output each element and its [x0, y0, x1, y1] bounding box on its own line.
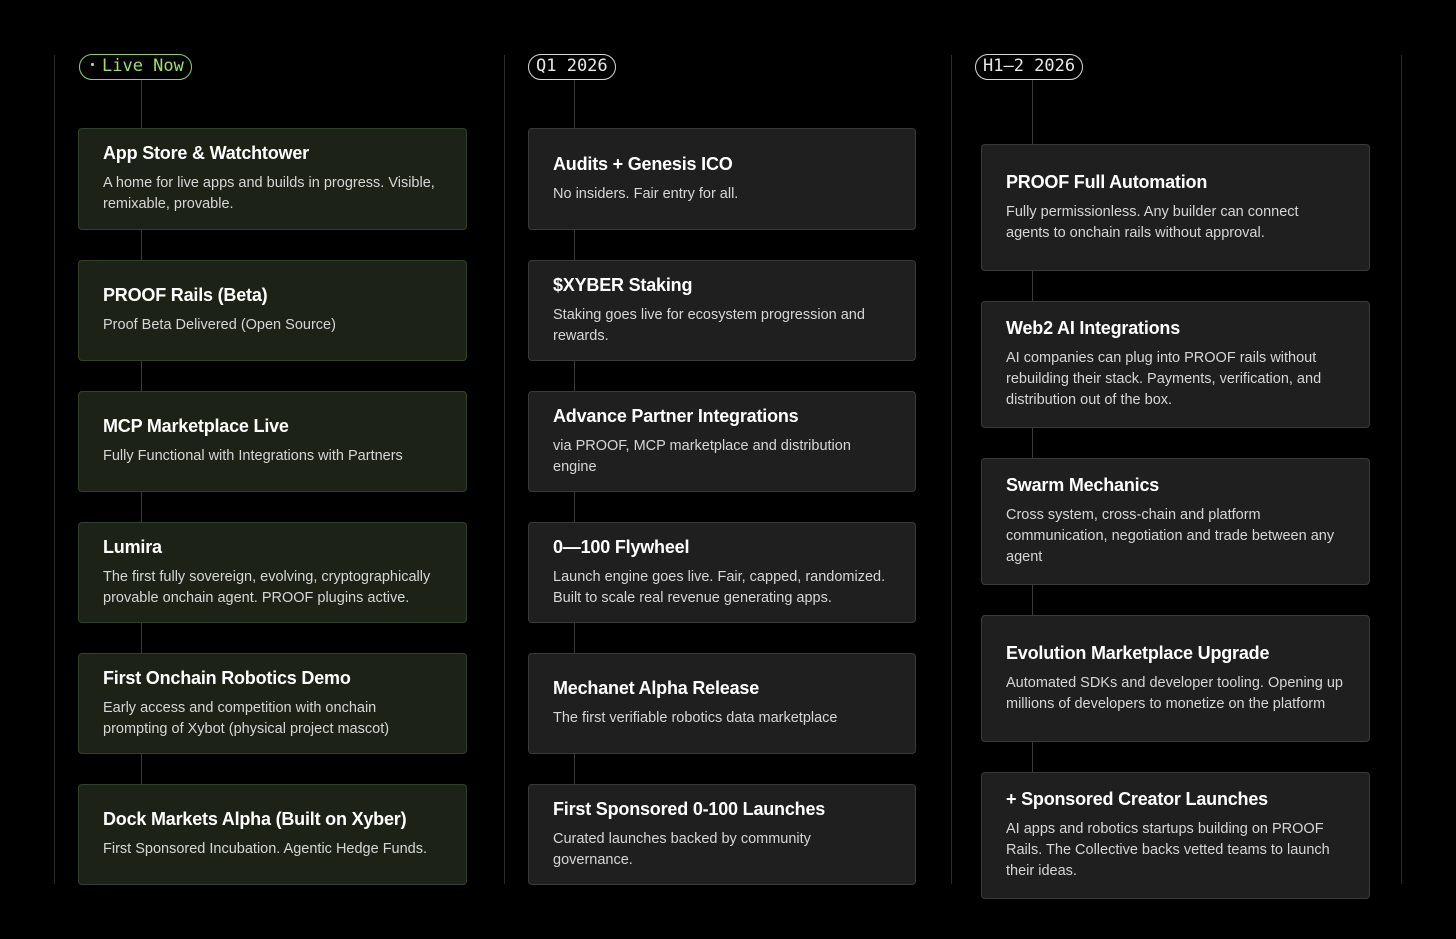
card-description: The first verifiable robotics data marketplace [553, 710, 838, 726]
card-title: + Sponsored Creator Launches [1006, 789, 1268, 809]
card-title: First Sponsored 0-100 Launches [553, 798, 826, 819]
column-divider [951, 55, 952, 884]
card-title: Swarm Mechanics [1006, 475, 1160, 495]
roadmap-card [528, 128, 916, 230]
timeline-connector [141, 492, 142, 522]
roadmap-card [981, 144, 1370, 271]
card-title: Audits + Genesis ICO [553, 153, 733, 174]
column-divider [1401, 55, 1402, 884]
roadmap-card [981, 772, 1370, 899]
card-description: Fully Functional with Integrations with Partners [103, 448, 403, 464]
timeline-connector [141, 80, 142, 128]
card-description: The first fully sovereign, evolving, cryptographically provable onchain agent. PROOF plugins active. [103, 568, 431, 606]
phase-badge-live-now [79, 54, 192, 80]
card-description: Curated launches backed by community governance. [553, 830, 811, 868]
card-title: Mechanet Alpha Release [553, 678, 760, 698]
card-title: Lumira [103, 536, 162, 557]
timeline-connector [574, 754, 575, 784]
roadmap-card [78, 260, 467, 361]
roadmap-card [528, 784, 916, 885]
timeline-connector [1032, 742, 1033, 772]
card-title: Web2 AI Integrations [1006, 318, 1181, 338]
roadmap-card [981, 615, 1370, 742]
roadmap-card [78, 391, 467, 492]
timeline-connector [1032, 271, 1033, 301]
roadmap-card [981, 458, 1370, 585]
card-description: via PROOF, MCP marketplace and distribution engine [553, 437, 851, 475]
roadmap-card [78, 653, 467, 754]
phase-badge-q1-2026 [528, 54, 616, 80]
timeline-connector [1032, 428, 1033, 458]
card-description: Fully permissionless. Any builder can connect agents to onchain rails without approval. [1006, 203, 1299, 241]
roadmap-card [528, 522, 916, 623]
timeline-connector [141, 361, 142, 391]
roadmap-card [528, 653, 916, 754]
card-description: Launch engine goes live. Fair, capped, randomized. Built to scale real revenue generating apps. [553, 568, 886, 606]
card-title: PROOF Full Automation [1006, 171, 1208, 192]
roadmap-card [78, 784, 467, 885]
timeline-connector [141, 754, 142, 784]
card-title: $XYBER Staking [553, 274, 693, 295]
phase-label: Live Now [102, 56, 184, 76]
card-description: First Sponsored Incubation. Agentic Hedge Funds. [103, 841, 428, 857]
timeline-connector [574, 80, 575, 128]
card-description: Early access and competition with onchain prompting of Xybot (physical project mascot) [103, 699, 390, 737]
phase-label: H1—2 2026 [983, 56, 1076, 76]
card-title: PROOF Rails (Beta) [103, 285, 268, 305]
column-divider [504, 55, 505, 884]
timeline-connector [574, 623, 575, 653]
card-title: 0—100 Flywheel [553, 536, 690, 557]
roadmap-card [78, 128, 467, 230]
roadmap-card [78, 522, 467, 623]
phase-badge-h1-2-2026 [975, 54, 1083, 80]
timeline-connector [574, 361, 575, 391]
roadmap-card [528, 391, 916, 492]
roadmap-card [528, 260, 916, 361]
timeline-connector [574, 492, 575, 522]
card-title: Evolution Marketplace Upgrade [1006, 642, 1270, 663]
card-title: First Onchain Robotics Demo [103, 667, 351, 688]
card-title: Advance Partner Integrations [553, 405, 799, 426]
card-description: No insiders. Fair entry for all. [553, 185, 739, 202]
card-description: AI companies can plug into PROOF rails without rebuilding their stack. Payments, verification, and distribution out of the box. [1006, 350, 1322, 408]
card-description: A home for live apps and builds in progress. Visible, remixable, provable. [103, 175, 435, 212]
roadmap-card [981, 301, 1370, 428]
card-title: App Store & Watchtower [103, 143, 309, 163]
card-title: MCP Marketplace Live [103, 416, 289, 436]
card-description: Staking goes live for ecosystem progression and rewards. [553, 306, 865, 344]
timeline-connector [1032, 80, 1033, 144]
timeline-connector [141, 623, 142, 653]
timeline-connector [1032, 585, 1033, 615]
card-description: AI apps and robotics startups building on PROOF Rails. The Collective backs vetted teams to launch their ideas. [1006, 821, 1330, 879]
card-description: Cross system, cross-chain and platform communication, negotiation and trade between any agent [1006, 507, 1335, 565]
phase-label: Q1 2026 [536, 56, 608, 76]
column-divider [54, 55, 55, 884]
card-title: Dock Markets Alpha (Built on Xyber) [103, 809, 407, 829]
timeline-connector [574, 230, 575, 260]
live-indicator-icon [91, 63, 94, 66]
timeline-connector [141, 230, 142, 260]
card-description: Proof Beta Delivered (Open Source) [103, 317, 336, 333]
card-description: Automated SDKs and developer tooling. Opening up millions of developers to monetize on the platform [1006, 674, 1343, 712]
